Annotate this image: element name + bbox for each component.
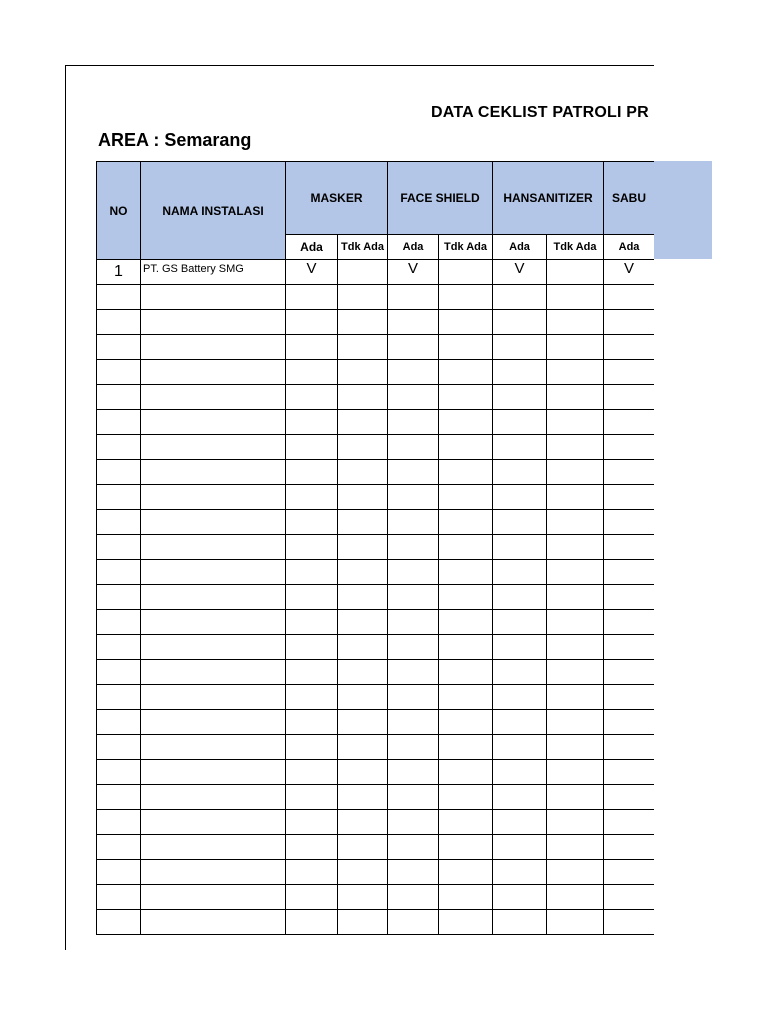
row-masker-tdk-ada[interactable] xyxy=(338,885,388,910)
row-hansanitizer-tdk-ada[interactable] xyxy=(547,610,604,635)
row-masker-tdk-ada[interactable] xyxy=(338,860,388,885)
row-no[interactable] xyxy=(97,485,141,510)
row-masker-ada[interactable] xyxy=(286,310,338,335)
row-nama-instalasi[interactable] xyxy=(141,735,286,760)
row-face-shield-tdk-ada[interactable] xyxy=(439,435,493,460)
row-nama-instalasi[interactable] xyxy=(141,635,286,660)
row-sabun-ada[interactable] xyxy=(604,760,654,785)
row-nama-instalasi[interactable] xyxy=(141,685,286,710)
row-face-shield-tdk-ada[interactable] xyxy=(439,460,493,485)
row-masker-ada[interactable] xyxy=(286,510,338,535)
row-no[interactable] xyxy=(97,335,141,360)
row-no[interactable] xyxy=(97,360,141,385)
row-masker-tdk-ada[interactable] xyxy=(338,435,388,460)
row-face-shield-ada[interactable] xyxy=(388,335,439,360)
row-masker-tdk-ada[interactable] xyxy=(338,335,388,360)
table-row xyxy=(97,285,655,310)
sub-header-hansanitizer-ada: Ada xyxy=(493,235,547,260)
row-masker-tdk-ada[interactable] xyxy=(338,835,388,860)
row-hansanitizer-ada[interactable] xyxy=(493,510,547,535)
row-sabun-ada[interactable] xyxy=(604,385,654,410)
row-hansanitizer-ada[interactable] xyxy=(493,560,547,585)
row-sabun-ada[interactable] xyxy=(604,610,654,635)
row-hansanitizer-ada[interactable] xyxy=(493,360,547,385)
row-face-shield-ada[interactable] xyxy=(388,835,439,860)
row-nama-instalasi[interactable] xyxy=(141,485,286,510)
row-hansanitizer-ada[interactable] xyxy=(493,860,547,885)
table-row xyxy=(97,310,655,335)
row-masker-tdk-ada[interactable] xyxy=(338,310,388,335)
row-face-shield-ada[interactable] xyxy=(388,910,439,935)
header-hansanitizer: HANSANITIZER xyxy=(493,162,604,235)
row-masker-ada[interactable]: V xyxy=(286,260,338,285)
row-sabun-ada[interactable] xyxy=(604,685,654,710)
table-row xyxy=(97,260,655,285)
row-masker-ada[interactable] xyxy=(286,460,338,485)
row-face-shield-tdk-ada[interactable] xyxy=(439,660,493,685)
row-masker-tdk-ada[interactable] xyxy=(338,560,388,585)
row-face-shield-ada[interactable] xyxy=(388,435,439,460)
table-row xyxy=(97,510,655,535)
row-hansanitizer-ada[interactable] xyxy=(493,485,547,510)
row-nama-instalasi[interactable] xyxy=(141,785,286,810)
row-masker-tdk-ada[interactable] xyxy=(338,685,388,710)
row-no[interactable] xyxy=(97,535,141,560)
table-row xyxy=(97,585,655,610)
row-masker-ada[interactable] xyxy=(286,435,338,460)
row-no[interactable] xyxy=(97,835,141,860)
row-hansanitizer-tdk-ada[interactable] xyxy=(547,885,604,910)
header-sabun: SABU xyxy=(604,162,654,235)
row-hansanitizer-ada[interactable] xyxy=(493,785,547,810)
row-masker-ada[interactable] xyxy=(286,785,338,810)
row-face-shield-tdk-ada[interactable] xyxy=(439,485,493,510)
row-sabun-ada[interactable] xyxy=(604,885,654,910)
row-face-shield-tdk-ada[interactable] xyxy=(439,835,493,860)
row-sabun-ada[interactable] xyxy=(604,460,654,485)
table-row xyxy=(97,435,655,460)
table-row xyxy=(97,635,655,660)
row-face-shield-ada[interactable] xyxy=(388,735,439,760)
row-face-shield-tdk-ada[interactable] xyxy=(439,585,493,610)
row-hansanitizer-tdk-ada[interactable] xyxy=(547,685,604,710)
row-face-shield-ada[interactable] xyxy=(388,760,439,785)
row-sabun-ada[interactable] xyxy=(604,785,654,810)
row-sabun-ada[interactable] xyxy=(604,710,654,735)
table-row xyxy=(97,485,655,510)
row-face-shield-ada[interactable] xyxy=(388,885,439,910)
row-masker-tdk-ada[interactable] xyxy=(338,660,388,685)
row-nama-instalasi[interactable] xyxy=(141,710,286,735)
row-masker-tdk-ada[interactable] xyxy=(338,760,388,785)
row-no[interactable] xyxy=(97,560,141,585)
table-row xyxy=(97,335,655,360)
row-face-shield-ada[interactable] xyxy=(388,510,439,535)
row-hansanitizer-tdk-ada[interactable] xyxy=(547,360,604,385)
row-hansanitizer-tdk-ada[interactable] xyxy=(547,435,604,460)
row-no[interactable] xyxy=(97,635,141,660)
row-masker-ada[interactable] xyxy=(286,910,338,935)
table-row xyxy=(97,860,655,885)
table-row xyxy=(97,360,655,385)
row-masker-ada[interactable] xyxy=(286,485,338,510)
row-sabun-ada[interactable] xyxy=(604,360,654,385)
row-nama-instalasi[interactable] xyxy=(141,760,286,785)
row-no[interactable] xyxy=(97,860,141,885)
row-nama-instalasi[interactable] xyxy=(141,835,286,860)
row-masker-tdk-ada[interactable] xyxy=(338,285,388,310)
row-face-shield-tdk-ada[interactable] xyxy=(439,510,493,535)
row-masker-ada[interactable] xyxy=(286,685,338,710)
row-masker-tdk-ada[interactable] xyxy=(338,360,388,385)
row-hansanitizer-ada[interactable] xyxy=(493,435,547,460)
area-label: AREA : Semarang xyxy=(98,130,252,150)
row-hansanitizer-tdk-ada[interactable] xyxy=(547,560,604,585)
row-no[interactable] xyxy=(97,810,141,835)
row-face-shield-tdk-ada[interactable] xyxy=(439,910,493,935)
row-hansanitizer-tdk-ada[interactable] xyxy=(547,585,604,610)
row-masker-ada[interactable] xyxy=(286,735,338,760)
row-masker-ada[interactable] xyxy=(286,585,338,610)
sheet-border-left xyxy=(65,65,66,950)
row-face-shield-ada[interactable] xyxy=(388,385,439,410)
row-hansanitizer-ada[interactable] xyxy=(493,335,547,360)
row-masker-ada[interactable] xyxy=(286,835,338,860)
row-face-shield-ada[interactable] xyxy=(388,560,439,585)
row-hansanitizer-ada[interactable] xyxy=(493,285,547,310)
row-hansanitizer-ada[interactable] xyxy=(493,585,547,610)
table-row xyxy=(97,885,655,910)
row-face-shield-tdk-ada[interactable] xyxy=(439,685,493,710)
row-nama-instalasi[interactable]: PT. GS Battery SMG xyxy=(141,260,286,285)
row-nama-instalasi[interactable] xyxy=(141,435,286,460)
row-masker-ada[interactable] xyxy=(286,285,338,310)
row-masker-ada[interactable] xyxy=(286,610,338,635)
sub-header-face-shield-tdk-ada: Tdk Ada xyxy=(439,235,493,260)
row-hansanitizer-ada[interactable] xyxy=(493,685,547,710)
row-hansanitizer-tdk-ada[interactable] xyxy=(547,535,604,560)
row-nama-instalasi[interactable] xyxy=(141,360,286,385)
row-face-shield-ada[interactable] xyxy=(388,785,439,810)
row-hansanitizer-ada[interactable] xyxy=(493,385,547,410)
row-masker-tdk-ada[interactable] xyxy=(338,510,388,535)
row-masker-tdk-ada[interactable] xyxy=(338,710,388,735)
row-face-shield-ada[interactable] xyxy=(388,685,439,710)
row-masker-ada[interactable] xyxy=(286,535,338,560)
row-face-shield-ada[interactable] xyxy=(388,860,439,885)
table-row xyxy=(97,685,655,710)
row-no[interactable] xyxy=(97,385,141,410)
row-face-shield-tdk-ada[interactable] xyxy=(439,260,493,285)
row-face-shield-ada[interactable] xyxy=(388,310,439,335)
header-masker: MASKER xyxy=(286,162,388,235)
row-sabun-ada[interactable] xyxy=(604,510,654,535)
row-hansanitizer-ada[interactable] xyxy=(493,735,547,760)
row-sabun-ada[interactable] xyxy=(604,585,654,610)
row-sabun-ada[interactable] xyxy=(604,860,654,885)
row-nama-instalasi[interactable] xyxy=(141,460,286,485)
row-hansanitizer-tdk-ada[interactable] xyxy=(547,660,604,685)
row-nama-instalasi[interactable] xyxy=(141,535,286,560)
row-no[interactable] xyxy=(97,735,141,760)
row-face-shield-ada[interactable] xyxy=(388,660,439,685)
row-masker-ada[interactable] xyxy=(286,560,338,585)
row-face-shield-tdk-ada[interactable] xyxy=(439,635,493,660)
row-hansanitizer-tdk-ada[interactable] xyxy=(547,285,604,310)
row-face-shield-tdk-ada[interactable] xyxy=(439,810,493,835)
row-nama-instalasi[interactable] xyxy=(141,810,286,835)
row-face-shield-tdk-ada[interactable] xyxy=(439,385,493,410)
row-sabun-ada[interactable] xyxy=(604,635,654,660)
row-no[interactable] xyxy=(97,285,141,310)
row-masker-tdk-ada[interactable] xyxy=(338,910,388,935)
row-hansanitizer-tdk-ada[interactable] xyxy=(547,385,604,410)
row-nama-instalasi[interactable] xyxy=(141,885,286,910)
table-row xyxy=(97,910,655,935)
row-masker-ada[interactable] xyxy=(286,860,338,885)
row-masker-ada[interactable] xyxy=(286,360,338,385)
row-no[interactable] xyxy=(97,660,141,685)
row-masker-tdk-ada[interactable] xyxy=(338,410,388,435)
row-masker-tdk-ada[interactable] xyxy=(338,585,388,610)
row-masker-ada[interactable] xyxy=(286,385,338,410)
table-row xyxy=(97,560,655,585)
row-no[interactable] xyxy=(97,310,141,335)
row-face-shield-tdk-ada[interactable] xyxy=(439,410,493,435)
row-masker-tdk-ada[interactable] xyxy=(338,535,388,560)
row-sabun-ada[interactable] xyxy=(604,410,654,435)
row-face-shield-tdk-ada[interactable] xyxy=(439,310,493,335)
row-nama-instalasi[interactable] xyxy=(141,285,286,310)
row-no[interactable] xyxy=(97,460,141,485)
row-masker-ada[interactable] xyxy=(286,760,338,785)
page-title: DATA CEKLIST PATROLI PR xyxy=(431,104,649,121)
row-hansanitizer-tdk-ada[interactable] xyxy=(547,810,604,835)
row-face-shield-ada[interactable] xyxy=(388,710,439,735)
row-face-shield-ada[interactable] xyxy=(388,485,439,510)
row-sabun-ada[interactable] xyxy=(604,285,654,310)
row-masker-tdk-ada[interactable] xyxy=(338,610,388,635)
row-hansanitizer-tdk-ada[interactable] xyxy=(547,460,604,485)
row-sabun-ada[interactable] xyxy=(604,910,654,935)
row-hansanitizer-ada[interactable] xyxy=(493,710,547,735)
row-face-shield-tdk-ada[interactable] xyxy=(439,360,493,385)
row-hansanitizer-tdk-ada[interactable] xyxy=(547,260,604,285)
table-row xyxy=(97,735,655,760)
row-no[interactable] xyxy=(97,710,141,735)
row-no[interactable] xyxy=(97,510,141,535)
row-face-shield-tdk-ada[interactable] xyxy=(439,335,493,360)
row-nama-instalasi[interactable] xyxy=(141,560,286,585)
row-hansanitizer-tdk-ada[interactable] xyxy=(547,835,604,860)
row-nama-instalasi[interactable] xyxy=(141,510,286,535)
row-hansanitizer-ada[interactable] xyxy=(493,310,547,335)
row-hansanitizer-ada[interactable] xyxy=(493,810,547,835)
row-face-shield-tdk-ada[interactable] xyxy=(439,560,493,585)
row-masker-ada[interactable] xyxy=(286,660,338,685)
row-no[interactable] xyxy=(97,610,141,635)
row-masker-ada[interactable] xyxy=(286,885,338,910)
row-hansanitizer-tdk-ada[interactable] xyxy=(547,735,604,760)
sub-header-face-shield-ada: Ada xyxy=(388,235,439,260)
row-face-shield-ada[interactable]: V xyxy=(388,260,439,285)
row-nama-instalasi[interactable] xyxy=(141,660,286,685)
row-masker-tdk-ada[interactable] xyxy=(338,785,388,810)
row-masker-tdk-ada[interactable] xyxy=(338,460,388,485)
row-masker-tdk-ada[interactable] xyxy=(338,385,388,410)
row-hansanitizer-ada[interactable]: V xyxy=(493,260,547,285)
row-hansanitizer-ada[interactable] xyxy=(493,835,547,860)
row-face-shield-tdk-ada[interactable] xyxy=(439,860,493,885)
sheet-border-top xyxy=(65,65,654,66)
row-face-shield-ada[interactable] xyxy=(388,635,439,660)
row-masker-tdk-ada[interactable] xyxy=(338,735,388,760)
row-sabun-ada[interactable] xyxy=(604,535,654,560)
table-row xyxy=(97,460,655,485)
row-sabun-ada[interactable]: V xyxy=(604,260,654,285)
row-face-shield-ada[interactable] xyxy=(388,610,439,635)
row-hansanitizer-ada[interactable] xyxy=(493,610,547,635)
header-nama-instalasi: NAMA INSTALASI xyxy=(141,162,286,260)
table-row xyxy=(97,760,655,785)
row-face-shield-tdk-ada[interactable] xyxy=(439,285,493,310)
row-no[interactable] xyxy=(97,435,141,460)
row-hansanitizer-ada[interactable] xyxy=(493,460,547,485)
row-hansanitizer-tdk-ada[interactable] xyxy=(547,785,604,810)
row-hansanitizer-ada[interactable] xyxy=(493,635,547,660)
row-nama-instalasi[interactable] xyxy=(141,910,286,935)
table-row xyxy=(97,610,655,635)
row-hansanitizer-tdk-ada[interactable] xyxy=(547,485,604,510)
row-sabun-ada[interactable] xyxy=(604,735,654,760)
row-sabun-ada[interactable] xyxy=(604,310,654,335)
row-no[interactable] xyxy=(97,685,141,710)
sub-header-masker-tdk-ada: Tdk Ada xyxy=(338,235,388,260)
row-nama-instalasi[interactable] xyxy=(141,335,286,360)
row-hansanitizer-tdk-ada[interactable] xyxy=(547,710,604,735)
row-face-shield-tdk-ada[interactable] xyxy=(439,785,493,810)
row-nama-instalasi[interactable] xyxy=(141,610,286,635)
row-masker-tdk-ada[interactable] xyxy=(338,485,388,510)
row-masker-ada[interactable] xyxy=(286,710,338,735)
row-hansanitizer-tdk-ada[interactable] xyxy=(547,310,604,335)
row-no[interactable] xyxy=(97,585,141,610)
row-hansanitizer-tdk-ada[interactable] xyxy=(547,335,604,360)
row-nama-instalasi[interactable] xyxy=(141,585,286,610)
row-hansanitizer-tdk-ada[interactable] xyxy=(547,410,604,435)
header-no: NO xyxy=(97,162,141,260)
table-row xyxy=(97,835,655,860)
row-face-shield-ada[interactable] xyxy=(388,410,439,435)
header-face-shield: FACE SHIELD xyxy=(388,162,493,235)
table-row xyxy=(97,385,655,410)
row-face-shield-ada[interactable] xyxy=(388,285,439,310)
row-nama-instalasi[interactable] xyxy=(141,410,286,435)
table-row xyxy=(97,660,655,685)
row-masker-tdk-ada[interactable] xyxy=(338,260,388,285)
row-face-shield-ada[interactable] xyxy=(388,535,439,560)
row-hansanitizer-ada[interactable] xyxy=(493,535,547,560)
row-hansanitizer-tdk-ada[interactable] xyxy=(547,760,604,785)
row-face-shield-ada[interactable] xyxy=(388,585,439,610)
row-sabun-ada[interactable] xyxy=(604,485,654,510)
row-hansanitizer-ada[interactable] xyxy=(493,410,547,435)
table-row xyxy=(97,410,655,435)
row-masker-ada[interactable] xyxy=(286,410,338,435)
row-hansanitizer-ada[interactable] xyxy=(493,660,547,685)
row-face-shield-ada[interactable] xyxy=(388,360,439,385)
row-no[interactable] xyxy=(97,785,141,810)
row-no[interactable] xyxy=(97,885,141,910)
checklist-table xyxy=(96,161,654,935)
row-hansanitizer-tdk-ada[interactable] xyxy=(547,510,604,535)
row-no[interactable] xyxy=(97,910,141,935)
row-face-shield-ada[interactable] xyxy=(388,810,439,835)
row-sabun-ada[interactable] xyxy=(604,560,654,585)
row-masker-ada[interactable] xyxy=(286,810,338,835)
table-row xyxy=(97,810,655,835)
row-sabun-ada[interactable] xyxy=(604,835,654,860)
row-masker-tdk-ada[interactable] xyxy=(338,810,388,835)
row-masker-tdk-ada[interactable] xyxy=(338,635,388,660)
row-hansanitizer-ada[interactable] xyxy=(493,885,547,910)
row-face-shield-ada[interactable] xyxy=(388,460,439,485)
row-face-shield-tdk-ada[interactable] xyxy=(439,735,493,760)
sub-header-hansanitizer-tdk-ada: Tdk Ada xyxy=(547,235,604,260)
row-nama-instalasi[interactable] xyxy=(141,310,286,335)
table-row xyxy=(97,785,655,810)
row-sabun-ada[interactable] xyxy=(604,435,654,460)
row-sabun-ada[interactable] xyxy=(604,810,654,835)
sub-header-sabun-ada: Ada xyxy=(604,235,654,260)
row-no[interactable] xyxy=(97,760,141,785)
table-row xyxy=(97,535,655,560)
row-sabun-ada[interactable] xyxy=(604,660,654,685)
row-masker-ada[interactable] xyxy=(286,335,338,360)
row-nama-instalasi[interactable] xyxy=(141,385,286,410)
row-nama-instalasi[interactable] xyxy=(141,860,286,885)
row-sabun-ada[interactable] xyxy=(604,335,654,360)
row-hansanitizer-ada[interactable] xyxy=(493,760,547,785)
checklist-table-container xyxy=(96,161,654,950)
row-face-shield-tdk-ada[interactable] xyxy=(439,885,493,910)
row-no[interactable]: 1 xyxy=(97,260,141,285)
row-hansanitizer-tdk-ada[interactable] xyxy=(547,910,604,935)
row-face-shield-tdk-ada[interactable] xyxy=(439,610,493,635)
table-row xyxy=(97,710,655,735)
row-no[interactable] xyxy=(97,410,141,435)
row-hansanitizer-ada[interactable] xyxy=(493,910,547,935)
row-hansanitizer-tdk-ada[interactable] xyxy=(547,860,604,885)
row-face-shield-tdk-ada[interactable] xyxy=(439,710,493,735)
row-masker-ada[interactable] xyxy=(286,635,338,660)
row-face-shield-tdk-ada[interactable] xyxy=(439,760,493,785)
row-face-shield-tdk-ada[interactable] xyxy=(439,535,493,560)
row-hansanitizer-tdk-ada[interactable] xyxy=(547,635,604,660)
sub-header-masker-ada: Ada xyxy=(286,235,338,260)
